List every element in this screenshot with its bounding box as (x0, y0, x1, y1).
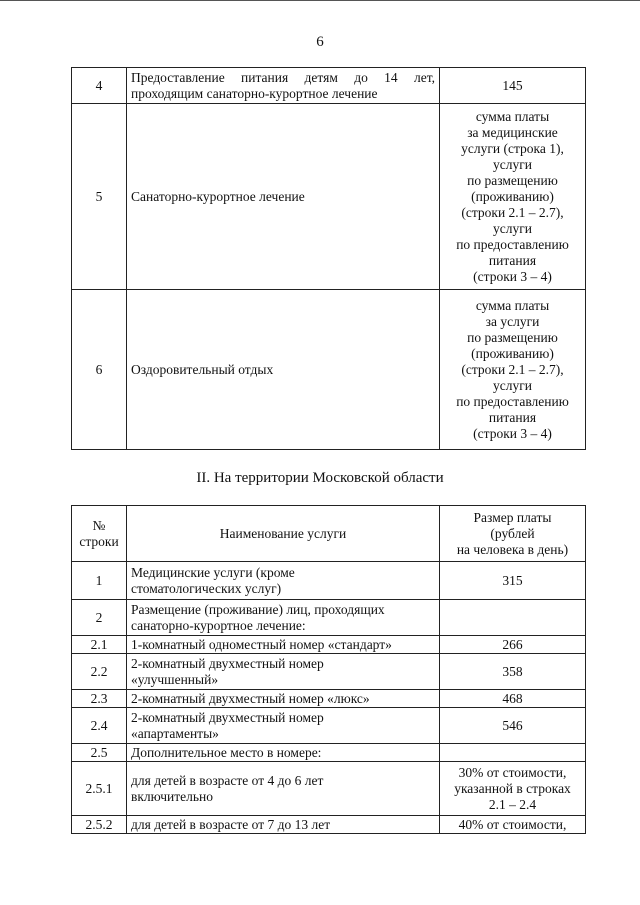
service-price: 315 (440, 562, 586, 600)
header-service-name: Наименование услуги (127, 506, 440, 562)
table-row (72, 816, 586, 834)
service-price: 266 (440, 636, 586, 654)
services-table-moscow-region (71, 505, 586, 834)
service-name: 2-комнатный двухместный номер «люкс» (127, 690, 440, 708)
section-title: II. На территории Московской области (196, 470, 444, 486)
row-number: 2.5 (72, 744, 127, 762)
service-price: 468 (440, 690, 586, 708)
table-row (72, 654, 586, 690)
services-table-continued (71, 67, 586, 450)
table-row (72, 744, 586, 762)
row-number: 2 (72, 600, 127, 636)
table-row (72, 104, 586, 290)
table-row (72, 690, 586, 708)
table-row (72, 562, 586, 600)
service-price: 145 (440, 68, 586, 104)
row-number: 5 (72, 104, 127, 290)
service-price: сумма платы за медицинские услуги (строка 1), услуги по размещению (проживанию) (строки 2.1 – 2.7), услуги по предоставлению питания (строки 3 – 4) (440, 104, 586, 290)
service-name: для детей в возрасте от 4 до 6 лет включительно (127, 762, 440, 816)
service-name: Размещение (проживание) лиц, проходящих санаторно-курортное лечение: (127, 600, 440, 636)
service-name: Санаторно-курортное лечение (127, 104, 440, 290)
table-row (72, 290, 586, 450)
table-header-row (72, 506, 586, 562)
table-row (72, 636, 586, 654)
row-number: 2.5.2 (72, 816, 127, 834)
row-number: 2.3 (72, 690, 127, 708)
row-number: 2.1 (72, 636, 127, 654)
service-price: 30% от стоимости, указанной в строках 2.1 – 2.4 (440, 762, 586, 816)
row-number: 2.4 (72, 708, 127, 744)
row-number: 2.2 (72, 654, 127, 690)
service-name: Предоставление питания детям до 14 лет, проходящим санаторно-курортное лечение (127, 68, 440, 104)
top-rule (0, 0, 640, 1)
service-price (440, 600, 586, 636)
row-number: 4 (72, 68, 127, 104)
row-number: 6 (72, 290, 127, 450)
header-row-number: № строки (72, 506, 127, 562)
row-number: 2.5.1 (72, 762, 127, 816)
service-name: для детей в возрасте от 7 до 13 лет (127, 816, 440, 834)
service-name: Оздоровительный отдых (127, 290, 440, 450)
row-number: 1 (72, 562, 127, 600)
header-service-price: Размер платы (рублей на человека в день) (440, 506, 586, 562)
service-name: 2-комнатный двухместный номер «улучшенный» (127, 654, 440, 690)
table-row (72, 68, 586, 104)
service-name: 2-комнатный двухместный номер «апартаменты» (127, 708, 440, 744)
page-number: 6 (316, 34, 324, 50)
service-name: Дополнительное место в номере: (127, 744, 440, 762)
service-price: сумма платы за услуги по размещению (проживанию) (строки 2.1 – 2.7), услуги по предоставлению питания (строки 3 – 4) (440, 290, 586, 450)
service-price: 546 (440, 708, 586, 744)
service-price: 40% от стоимости, (440, 816, 586, 834)
service-name: Медицинские услуги (кроме стоматологических услуг) (127, 562, 440, 600)
table-row (72, 600, 586, 636)
service-name: 1-комнатный одноместный номер «стандарт» (127, 636, 440, 654)
table-row (72, 762, 586, 816)
service-price: 358 (440, 654, 586, 690)
service-price (440, 744, 586, 762)
table-row (72, 708, 586, 744)
